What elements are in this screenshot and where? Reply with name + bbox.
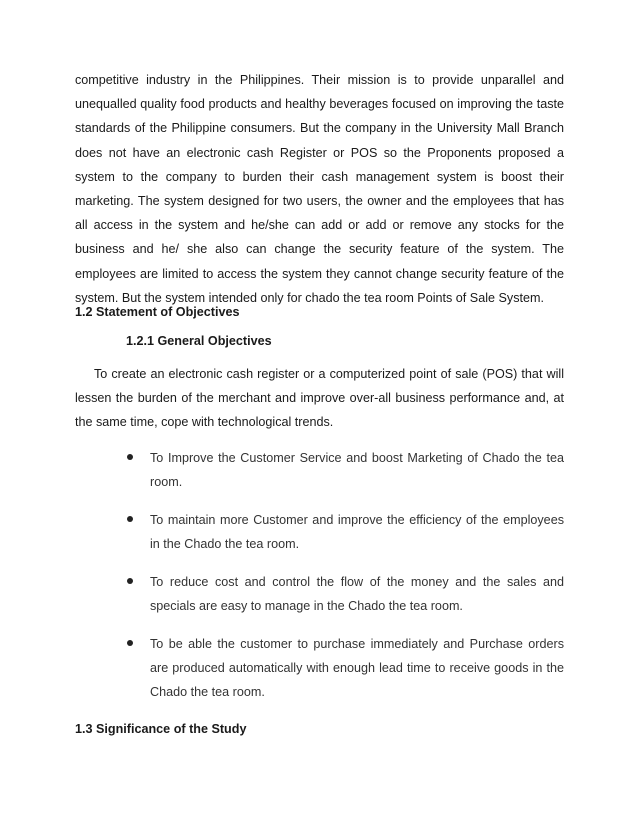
objective-bullet-text: To be able the customer to purchase immediately and Purchase orders are produced automatically with enough lead time to receive goods in the Chado the tea room. xyxy=(150,637,564,700)
section-heading-statement-of-objectives: 1.2 Statement of Objectives xyxy=(75,305,240,319)
intro-paragraph: competitive industry in the Philippines. Their mission is to provide unparallel and unequalled quality food products and healthy beverages focused on improving the taste standards of the Philippine consumers. But the company in the University Mall Branch does not have an electronic cash Register or POS so the Proponents proposed a system to the company to burden their cash management system is boost their marketing. The system designed for two users, the owner and the employees that has all access in the system and he/she can add or add or remove any stocks for the business and he/ she also can change the security feature of the system. The employees are limited to access the system they cannot change security feature of the system. But the system intended only for chado the tea room Points of Sale System. xyxy=(75,73,564,305)
section-heading-significance-of-study: 1.3 Significance of the Study xyxy=(75,722,247,736)
bullet-icon xyxy=(127,578,133,584)
bullet-icon xyxy=(127,454,133,460)
general-objectives-paragraph: To create an electronic cash register or a computerized point of sale (POS) that will lessen the burden of the merchant and improve over-all business performance and, at the same time, cope with technological trends. xyxy=(75,367,564,430)
subsection-heading-general-objectives: 1.2.1 General Objectives xyxy=(126,334,272,348)
bullet-icon xyxy=(127,516,133,522)
objective-bullet-text: To maintain more Customer and improve the efficiency of the employees in the Chado the tea room. xyxy=(150,513,564,552)
objective-bullet-text: To Improve the Customer Service and boost Marketing of Chado the tea room. xyxy=(150,451,564,490)
bullet-icon xyxy=(127,640,133,646)
objective-bullet-text: To reduce cost and control the flow of the money and the sales and specials are easy to manage in the Chado the tea room. xyxy=(150,575,564,614)
